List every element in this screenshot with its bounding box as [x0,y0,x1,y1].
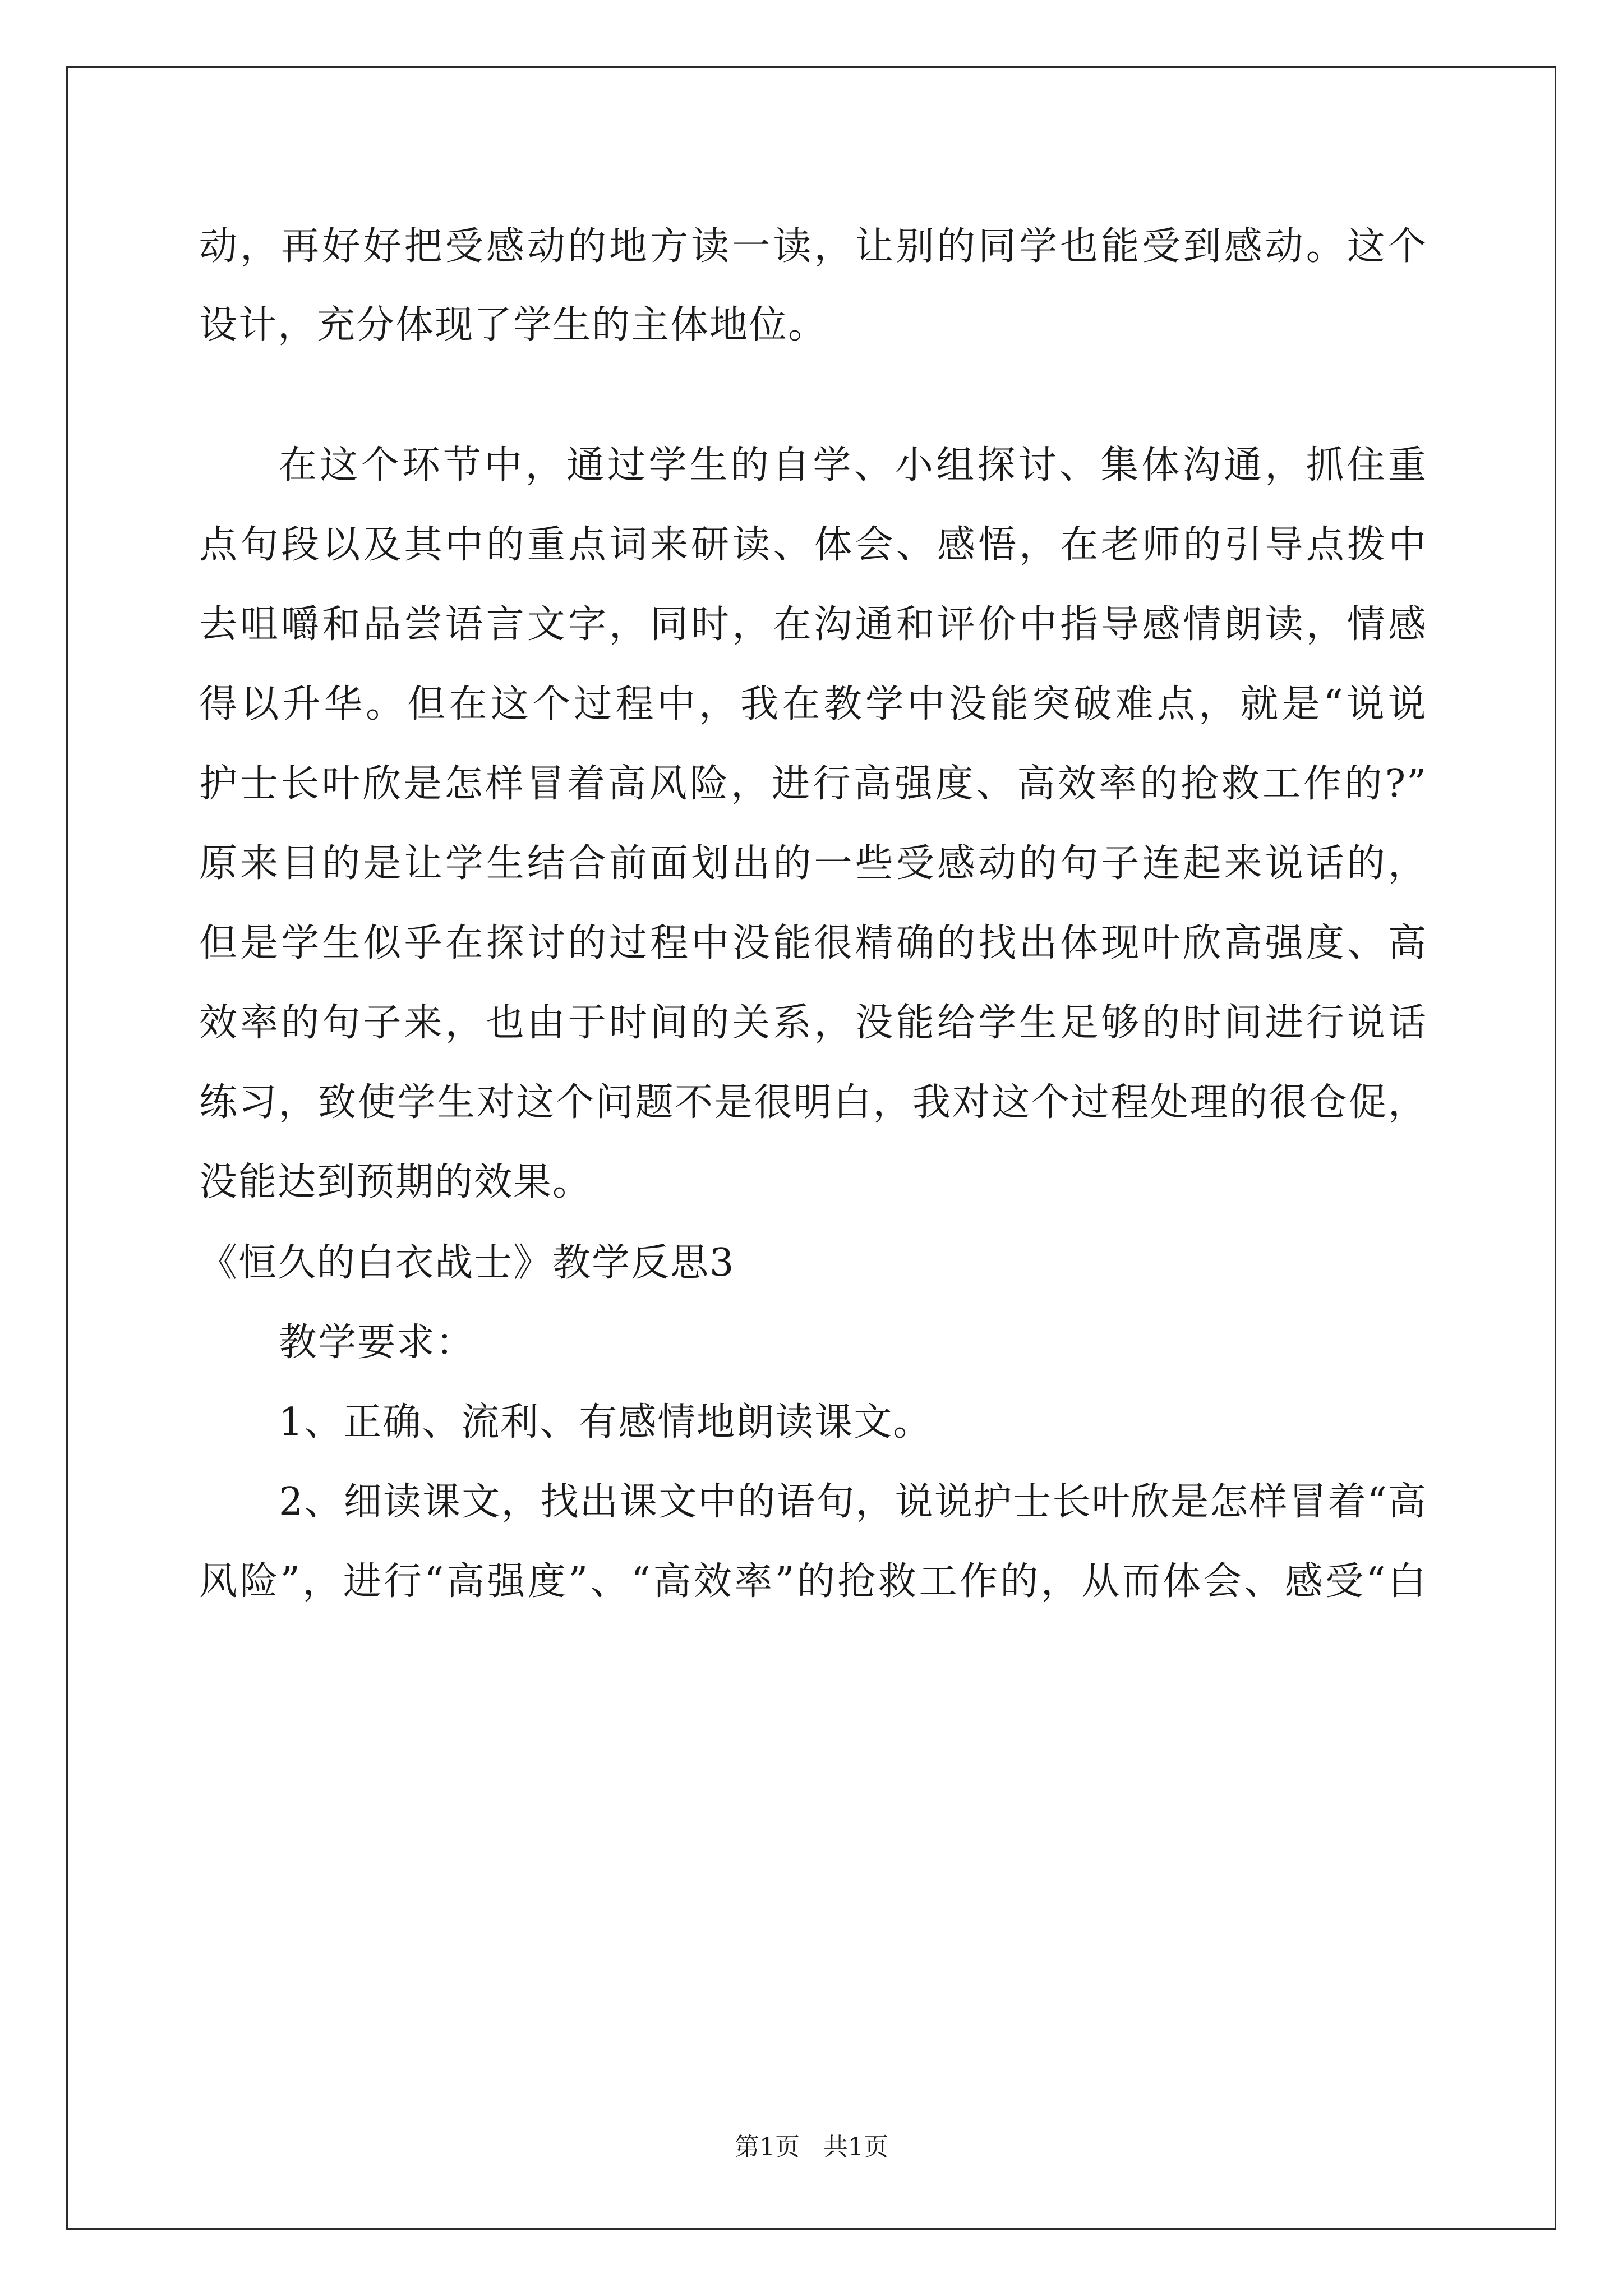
paragraph-line: 在这个环节中，通过学生的自学、小组探讨、集体沟通，抓住重 [279,443,1427,487]
section-title: 《恒久的白衣战士》教学反思3 [199,1241,735,1285]
paragraph-line: 但是学生似乎在探讨的过程中没能很精确的找出体现叶欣高强度、高 [199,921,1427,965]
requirement-item: 2、细读课文，找出课文中的语句，说说护士长叶欣是怎样冒着“高 [279,1480,1427,1524]
page-total: 共1页 [823,2133,888,2161]
page-number: 第1页 [735,2133,800,2161]
paragraph-line: 护士长叶欣是怎样冒着高风险，进行高强度、高效率的抢救工作的?” [199,762,1427,806]
paragraph-line: 动，再好好把受感动的地方读一读，让别的同学也能受到感动。这个 [199,224,1427,269]
page-footer [0,2132,1623,2163]
requirements-heading: 教学要求： [279,1320,476,1365]
requirement-item: 1、正确、流利、有感情地朗读课文。 [279,1400,933,1444]
requirement-item-line: 风险”，进行“高强度”、“高效率”的抢救工作的，从而体会、感受“白 [199,1559,1427,1604]
paragraph-line: 得以升华。但在这个过程中，我在教学中没能突破难点，就是“说说 [199,682,1427,726]
paragraph-line: 效率的句子来，也由于时间的关系，没能给学生足够的时间进行说话 [199,1001,1427,1045]
paragraph-line: 去咀嚼和品尝语言文字，同时，在沟通和评价中指导感情朗读，情感 [199,602,1427,647]
paragraph-line: 原来目的是让学生结合前面划出的一些受感动的句子连起来说话的， [199,841,1427,886]
paragraph-line: 点句段以及其中的重点词来研读、体会、感悟，在老师的引导点拨中 [199,523,1427,567]
paragraph-line: 没能达到预期的效果。 [199,1160,592,1204]
paragraph-line: 练习，致使学生对这个问题不是很明白，我对这个过程处理的很仓促， [199,1080,1427,1125]
paragraph-line: 设计，充分体现了学生的主体地位。 [199,303,828,347]
page-border [66,66,1556,2230]
